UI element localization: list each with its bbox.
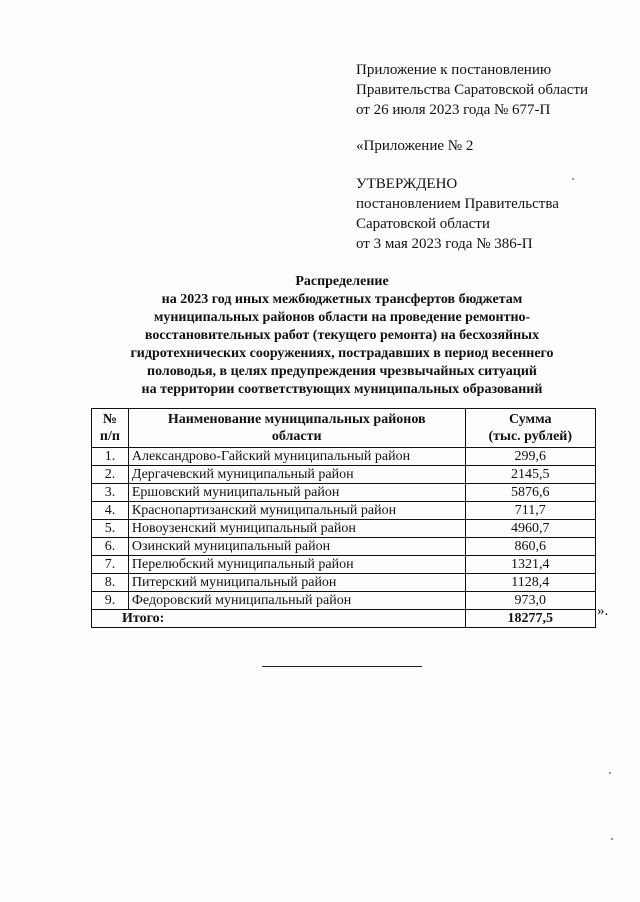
row-sum: 4960,7	[465, 520, 596, 538]
table-row	[92, 484, 596, 502]
appendix-line: Приложение к постановлению	[356, 62, 552, 78]
row-number: 1.	[92, 448, 129, 466]
title-line: восстановительных работ (текущего ремонта) на бесхозяйных	[144, 328, 540, 343]
row-sum: 860,6	[465, 538, 596, 556]
row-district: Александрово-Гайский муниципальный район	[128, 448, 465, 466]
row-district: Федоровский муниципальный район	[128, 592, 465, 610]
total-label: Итого:	[92, 610, 466, 628]
row-district: Ершовский муниципальный район	[128, 484, 465, 502]
table-row	[92, 556, 596, 574]
header-name-line1: Наименование муниципальных районов	[167, 412, 426, 427]
row-number: 3.	[92, 484, 129, 502]
scan-speck	[611, 838, 613, 840]
row-sum: 2145,5	[465, 466, 596, 484]
row-sum: 299,6	[465, 448, 596, 466]
header-number	[92, 409, 129, 448]
row-number: 6.	[92, 538, 129, 556]
title-line: гидротехнических сооружениях, пострадавших в период весеннего	[130, 346, 554, 361]
total-row	[92, 610, 596, 628]
approved-label: УТВЕРЖДЕНО	[356, 176, 458, 192]
table-row	[92, 574, 596, 592]
approved-line: постановлением Правительства	[356, 196, 559, 212]
title-line: на 2023 год иных межбюджетных трансфертов бюджетам	[161, 292, 523, 307]
header-number-line1: №	[102, 412, 117, 427]
header-name	[128, 409, 465, 448]
appendix-number: «Приложение № 2	[356, 138, 474, 154]
row-district: Питерский муниципальный район	[128, 574, 465, 592]
header-number-line2: п/п	[99, 429, 120, 444]
row-district: Дергачевский муниципальный район	[128, 466, 465, 484]
row-district: Перелюбский муниципальный район	[128, 556, 465, 574]
table-row	[92, 592, 596, 610]
table-row	[92, 538, 596, 556]
table-row	[92, 520, 596, 538]
row-sum: 973,0	[465, 592, 596, 610]
distribution-table	[91, 408, 596, 628]
table-row	[92, 448, 596, 466]
appendix-line: Правительства Саратовской области	[356, 82, 589, 98]
approved-line: от 3 мая 2023 года № 386-П	[356, 236, 533, 252]
total-value: 18277,5	[465, 610, 596, 628]
row-district: Новоузенский муниципальный район	[128, 520, 465, 538]
table-row	[92, 466, 596, 484]
row-number: 5.	[92, 520, 129, 538]
header-sum-line1: Сумма	[508, 412, 552, 427]
closing-quote: ».	[597, 603, 609, 619]
row-number: 4.	[92, 502, 129, 520]
row-sum: 711,7	[465, 502, 596, 520]
row-sum: 1321,4	[465, 556, 596, 574]
row-district: Озинский муниципальный район	[128, 538, 465, 556]
appendix-line: от 26 июля 2023 года № 677-П	[356, 102, 551, 118]
header-sum-line2: (тыс. рублей)	[488, 429, 573, 444]
scan-speck	[572, 178, 574, 180]
approved-line: Саратовской области	[356, 216, 490, 232]
divider-line	[262, 666, 422, 667]
title-line: на территории соответствующих муниципальных образований	[141, 382, 543, 397]
title-line: муниципальных районов области на проведение ремонтно-	[153, 310, 531, 325]
header-sum	[465, 409, 596, 448]
row-number: 9.	[92, 592, 129, 610]
row-number: 8.	[92, 574, 129, 592]
row-number: 7.	[92, 556, 129, 574]
appendix-header	[356, 60, 626, 254]
header-name-line2: области	[271, 429, 322, 444]
row-sum: 5876,6	[465, 484, 596, 502]
table-header-row	[92, 409, 596, 448]
scan-speck	[609, 772, 611, 774]
title-line: Распределение	[295, 274, 389, 289]
row-number: 2.	[92, 466, 129, 484]
row-sum: 1128,4	[465, 574, 596, 592]
title-line: половодья, в целях предупреждения чрезвычайных ситуаций	[147, 364, 537, 379]
row-district: Краснопартизанский муниципальный район	[128, 502, 465, 520]
table-row	[92, 502, 596, 520]
document-title	[90, 273, 594, 399]
